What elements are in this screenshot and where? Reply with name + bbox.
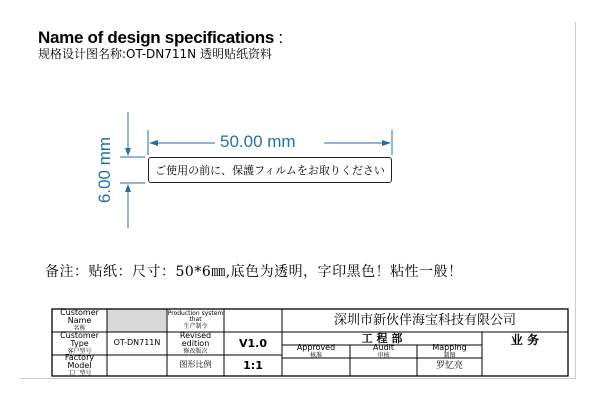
width-dimension-text: 50.00 mm [220,132,296,151]
page-subtitle: 规格设计图名称:OT-DN711N 透明贴纸资料 [38,47,272,61]
scale-value: 1:1 [243,358,263,372]
production-order-label: Production system that 生产制令 [167,310,224,330]
company-name: 深圳市新伙伴海宝科技有限公司 [333,312,516,328]
revised-edition-value: V1.0 [239,336,267,350]
height-dimension-text: 6.00 mm [95,136,114,204]
customer-name-fill [107,309,167,332]
audit-label: Audit 审核 [373,343,394,359]
mapping-label: Mapping 制图 [432,343,467,359]
scale-label: 图形比例 [179,360,212,370]
customer-type-value: OT-DN711N [113,338,161,348]
engineering-dept: 工 程 部 [361,331,403,345]
revised-edition-label: Revised edition 修改版次 [179,330,212,355]
title-colon: : [278,28,283,47]
customer-name-label: Customer Name 名称 [60,307,99,332]
title-text: Name of design specifications [38,28,274,47]
mapping-signature: 罗忆亮 [435,361,463,372]
sticker-label-text: ご使用の前に、保護フィルムをお取りください [155,164,385,177]
business-dept: 业 务 [510,332,540,347]
remark-note: 备注：贴纸：尺寸：50*6㎜,底色为透明，字印黑色！粘性一般！ [45,264,463,280]
approved-label: Approved 核准 [296,343,336,359]
factory-model-label: Factory Model 工厂型号 [64,352,95,377]
customer-type-label: Customer Type 客户型号 [60,330,99,355]
